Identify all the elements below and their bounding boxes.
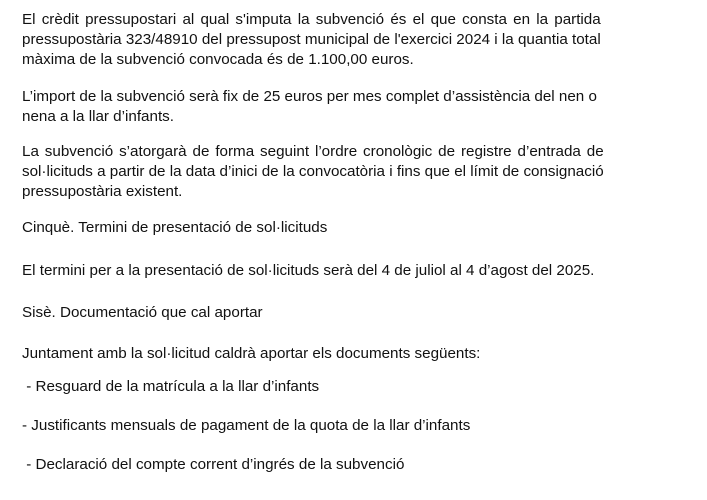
section-heading-deadline: Cinquè. Termini de presentació de sol·licituds [22,219,328,236]
paragraph-line: El crèdit pressupostari al qual s'imputa la subvenció és el que consta en la partida [22,11,601,28]
paragraph-line: pressupostària 323/48910 del pressupost municipal de l'exercici 2024 i la quantia total [22,31,601,48]
paragraph-budget-credit [22,10,601,70]
paragraph-subsidy-amount [22,87,597,127]
list-item: - Resguard de la matrícula a la llar d’infants [22,378,320,395]
paragraph-award-order [22,142,604,202]
paragraph-line: pressupostària existent. [22,183,183,200]
list-item: - Declaració del compte corrent d’ingrés de la subvenció [22,456,405,473]
list-item: - Justificants mensuals de pagament de la quota de la llar d’infants [22,417,471,434]
paragraph-documents-intro: Juntament amb la sol·licitud caldrà aportar els documents següents: [22,345,481,362]
paragraph-line: L’import de la subvenció serà fix de 25 euros per mes complet d’assistència del nen o [22,88,597,105]
paragraph-line: nena a la llar d’infants. [22,108,174,125]
paragraph-line: La subvenció s’atorgarà de forma seguint l’ordre cronològic de registre d’entrada de [22,143,604,160]
section-heading-documentation: Sisè. Documentació que cal aportar [22,304,263,321]
paragraph-line: màxima de la subvenció convocada és de 1.100,00 euros. [22,51,414,68]
paragraph-deadline: El termini per a la presentació de sol·licituds serà del 4 de juliol al 4 d’agost del 2025. [22,262,595,279]
paragraph-line: sol·licituds a partir de la data d’inici de la convocatòria i fins que el límit de consignació [22,163,604,180]
